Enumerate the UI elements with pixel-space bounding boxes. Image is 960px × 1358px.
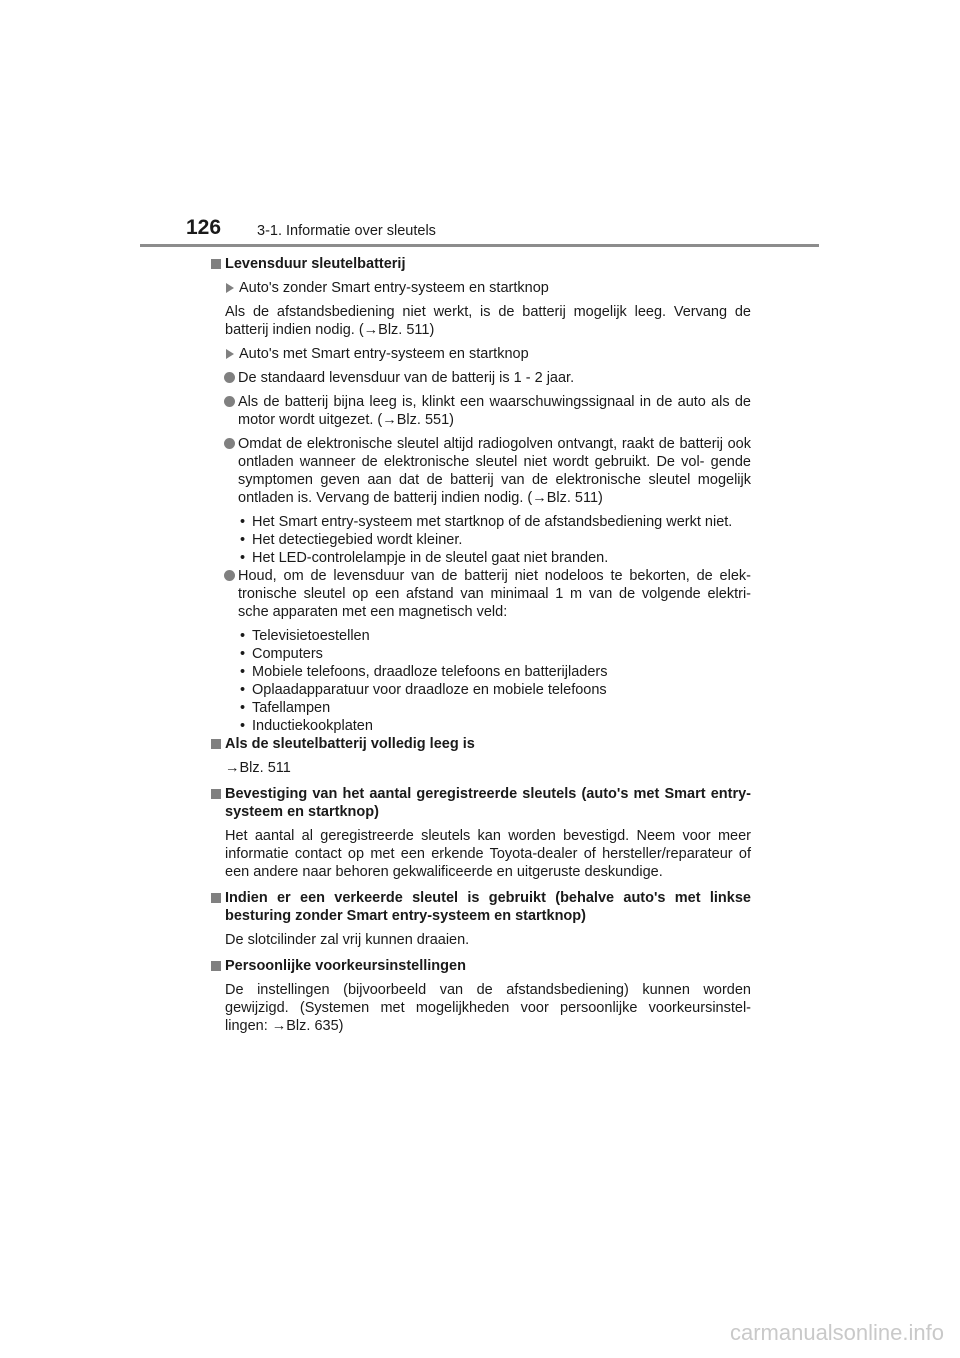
page-number: 126 bbox=[186, 216, 222, 239]
dot-item-distance: Houd, om de levensduur van de batterij niet nodeloos te bekorten, de elek- tronische sleutel op een afstand van minimaal 1 m van de volgende elektri- sche apparaten met een magnetisch veld: bbox=[211, 567, 751, 621]
paragraph-remote-not-working: Als de afstandsbediening niet werkt, is de batterij mogelijk leeg. Vervang de batterij indien nodig. (→Blz. 511) bbox=[225, 304, 751, 338]
dot-item-warning-signal: Als de batterij bijna leeg is, klinkt een waarschuwingssignaal in de auto als de motor wordt uitgezet. (→Blz. 551) bbox=[211, 393, 751, 429]
circle-bullet-icon bbox=[224, 438, 235, 449]
page-header bbox=[0, 0, 960, 250]
section-title: 3-1. Informatie over sleutels bbox=[257, 223, 436, 239]
appliance-list bbox=[211, 627, 751, 735]
list-item: • Computers bbox=[240, 646, 323, 662]
page-content bbox=[211, 255, 751, 1035]
paragraph-lock-cylinder: De slotcilinder zal vrij kunnen draaien. bbox=[225, 932, 470, 948]
circle-bullet-icon bbox=[224, 372, 235, 383]
paragraph-page-ref: →Blz. 511 bbox=[225, 760, 291, 776]
list-item: • Het Smart entry-systeem met startknop of de afstandsbediening werkt niet. bbox=[240, 514, 733, 530]
heading-personal-settings: Persoonlijke voorkeursinstellingen bbox=[211, 957, 751, 975]
triangle-bullet-icon bbox=[226, 283, 234, 293]
dot-item-standard-life: De standaard levensduur van de batterij is 1 - 2 jaar. bbox=[211, 369, 751, 387]
header-divider bbox=[140, 244, 819, 247]
square-bullet-icon bbox=[211, 739, 221, 749]
list-item: • Het LED-controlelampje in de sleutel gaat niet branden. bbox=[240, 550, 609, 566]
list-item: • Televisietoestellen bbox=[240, 628, 370, 644]
dot-item-radio-waves: Omdat de elektronische sleutel altijd radiogolven ontvangt, raakt de batterij ook ontladen wanneer de elektronische sleutel niet wordt gebruikt. De vol- gende symptomen geven aan dat de batterij van de elektronische sleutel mogelijk ontladen is. Vervang de batterij indien nodig. (→Blz. 511) bbox=[211, 435, 751, 507]
square-bullet-icon bbox=[211, 789, 221, 799]
symptom-list bbox=[211, 513, 751, 567]
circle-bullet-icon bbox=[224, 396, 235, 407]
square-bullet-icon bbox=[211, 893, 221, 903]
heading-wrong-key: Indien er een verkeerde sleutel is gebruikt (behalve auto's met linkse besturing zonder Smart entry-systeem en startknop) bbox=[211, 889, 751, 925]
heading-battery-life: Levensduur sleutelbatterij bbox=[211, 255, 751, 273]
arrow-item-with-smart-entry: Auto's met Smart entry-systeem en startknop bbox=[211, 345, 751, 363]
watermark: carmanualsonline.info bbox=[729, 1320, 944, 1345]
list-item: • Mobiele telefoons, draadloze telefoons en batterijladers bbox=[240, 664, 608, 680]
list-item: • Oplaadapparatuur voor draadloze en mobiele telefoons bbox=[240, 682, 607, 698]
paragraph-personal-settings: De instellingen (bijvoorbeeld van de afstandsbediening) kunnen worden gewijzigd. (Systemen met mogelijkheden voor persoonlijke voorkeursinstel- lingen: →Blz. 635) bbox=[225, 982, 751, 1034]
arrow-item-without-smart-entry: Auto's zonder Smart entry-systeem en startknop bbox=[211, 279, 751, 297]
list-item: • Tafellampen bbox=[240, 700, 331, 716]
list-item: • Inductiekookplaten bbox=[240, 718, 373, 734]
heading-key-count: Bevestiging van het aantal geregistreerde sleutels (auto's met Smart entry-systeem en startknop) bbox=[211, 785, 751, 821]
triangle-bullet-icon bbox=[226, 349, 234, 359]
heading-battery-empty: Als de sleutelbatterij volledig leeg is bbox=[211, 735, 751, 753]
circle-bullet-icon bbox=[224, 570, 235, 581]
square-bullet-icon bbox=[211, 259, 221, 269]
list-item: • Het detectiegebied wordt kleiner. bbox=[240, 532, 463, 548]
paragraph-key-count: Het aantal al geregistreerde sleutels kan worden bevestigd. Neem voor meer informatie contact op met een erkende Toyota-dealer of hersteller/reparateur of een andere naar behoren gekwalificeerde en uitgeruste deskundige. bbox=[225, 828, 751, 880]
square-bullet-icon bbox=[211, 961, 221, 971]
